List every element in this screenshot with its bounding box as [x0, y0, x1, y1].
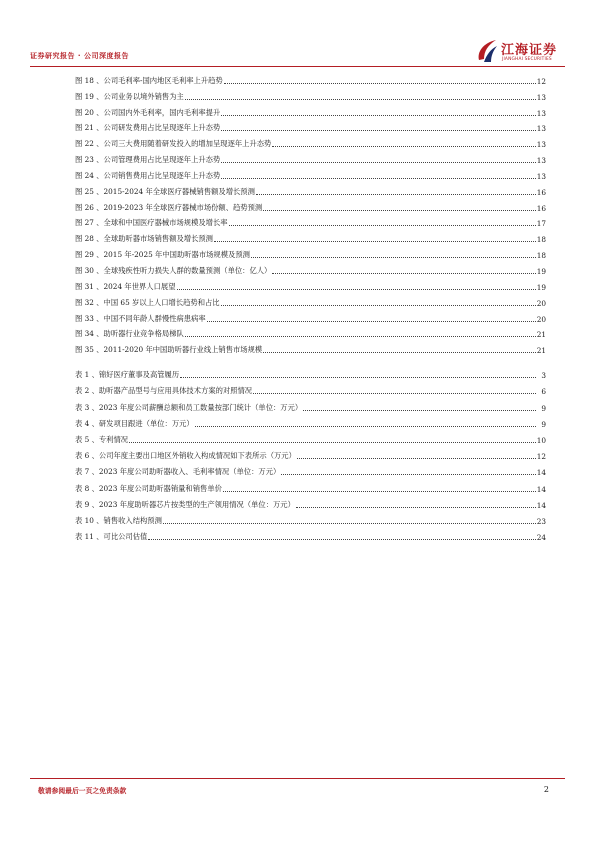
dot-leader: [224, 83, 536, 84]
figure-entry[interactable]: [75, 104, 546, 120]
figure-entry-label: 图 27 、全球和中国医疗器械市场规模及增长率: [75, 218, 228, 228]
figure-entry-label: 图 33 、中国不同年龄人群慢性病患病率: [75, 313, 206, 323]
dot-leader: [129, 442, 536, 443]
dot-leader: [223, 491, 536, 492]
figure-entry[interactable]: [75, 72, 546, 88]
table-entry-page: 3: [541, 371, 546, 381]
dot-leader: [148, 539, 535, 540]
dot-leader: [221, 130, 535, 131]
page-header: [30, 38, 565, 66]
header-divider: [30, 66, 565, 67]
figure-entry-label: 图 18 、公司毛利率-国内地区毛利率上升趋势: [75, 75, 223, 85]
footer-disclaimer: 敬请参阅最后一页之免责条款: [38, 787, 127, 795]
table-entry-page: 14: [536, 484, 546, 494]
figure-entry-label: 图 23 、公司管理费用占比呈现逐年上升态势: [75, 155, 221, 165]
figure-entry-page: 20: [536, 314, 546, 324]
table-entry[interactable]: [75, 431, 546, 447]
dot-leader: [256, 194, 536, 195]
table-entry[interactable]: [75, 528, 546, 544]
logo-swoosh-icon: [475, 38, 499, 64]
figure-entry-label: 图 19 、公司业务以境外销售为主: [75, 91, 184, 101]
figure-entry[interactable]: [75, 135, 546, 151]
figure-entry-page: 13: [536, 92, 546, 102]
table-entry-page: 14: [536, 500, 546, 510]
figure-entry-label: 图 34 、助听器行业竞争格局梯队: [75, 329, 184, 339]
figure-entry-label: 图 25 、2015-2024 年全球医疗器械销售额及增长预测: [75, 186, 255, 196]
dot-leader: [281, 474, 535, 475]
figure-entry-page: 13: [536, 124, 546, 134]
figure-entry-page: 17: [536, 219, 546, 229]
table-entry-label: 表 5 、专利情况: [75, 434, 129, 444]
table-entry-page: 6: [541, 387, 546, 397]
table-entry-label: 表 6 、公司年度主要出口地区外销收入构成情况如下表所示（万元）: [75, 451, 296, 461]
figure-entry-label: 图 22 、公司三大费用随着研发投入的增加呈现逐年上升态势: [75, 139, 272, 149]
logo-chinese-name: 江海证券: [501, 43, 558, 58]
company-logo: [475, 38, 565, 66]
figure-entry[interactable]: [75, 183, 546, 199]
figure-entry[interactable]: [75, 246, 546, 262]
table-entry-page: 14: [536, 468, 546, 478]
dot-leader: [296, 507, 536, 508]
table-entry[interactable]: [75, 463, 546, 479]
dot-leader: [195, 426, 536, 427]
dot-leader: [207, 321, 536, 322]
table-entry-label: 表 3 、2023 年度公司薪酬总额和员工数量按部门统计（单位：万元）: [75, 402, 303, 412]
table-entry-page: 12: [536, 452, 546, 462]
figure-entry[interactable]: [75, 120, 546, 136]
dot-leader: [180, 377, 536, 378]
figure-entry-label: 图 31 、2024 年世界人口展望: [75, 281, 176, 291]
dot-leader: [263, 352, 536, 353]
figure-entry-label: 图 35 、2011-2020 年中国助听器行业线上销售市场规模: [75, 345, 263, 355]
dot-leader: [303, 410, 536, 411]
footer-divider: [30, 778, 565, 779]
table-entry[interactable]: [75, 415, 546, 431]
figure-entry[interactable]: [75, 199, 546, 215]
table-entry-label: 表 10 、销售收入结构预测: [75, 515, 162, 525]
table-entry[interactable]: [75, 447, 546, 463]
dot-leader: [214, 241, 536, 242]
dot-leader: [221, 115, 535, 116]
figure-entry[interactable]: [75, 294, 546, 310]
figure-entry-page: 12: [536, 76, 546, 86]
dot-leader: [251, 257, 536, 258]
figure-entry-label: 图 24 、公司销售费用占比呈现逐年上升态势: [75, 170, 221, 180]
figure-entry[interactable]: [75, 167, 546, 183]
table-entry[interactable]: [75, 382, 546, 398]
table-entry-label: 表 8 、2023 年度公司助听器销量和销售单价: [75, 483, 222, 493]
report-type-label: 证券研究报告 · 公司深度报告: [30, 52, 130, 60]
table-entry-label: 表 11 、可比公司估值: [75, 532, 148, 542]
table-entry-label: 表 7 、2023 年度公司助听器收入、毛利率情况（单位：万元）: [75, 467, 281, 477]
figure-entry[interactable]: [75, 310, 546, 326]
figure-entry-label: 图 32 、中国 65 岁以上人口增长趋势和占比: [75, 297, 220, 307]
dot-leader: [253, 393, 536, 394]
figure-entry-page: 13: [536, 140, 546, 150]
figure-entry-page: 16: [536, 187, 546, 197]
figure-entry[interactable]: [75, 341, 546, 357]
dot-leader: [177, 289, 536, 290]
figure-entry-label: 图 29 、2015 年-2025 年中国助听器市场规模及预测: [75, 250, 250, 260]
dot-leader: [263, 210, 536, 211]
page-number: 2: [543, 785, 549, 794]
table-entry[interactable]: [75, 496, 546, 512]
dot-leader: [185, 99, 536, 100]
logo-english-name: JIANGHAI SECURITIES: [502, 57, 552, 62]
figure-entry-page: 13: [536, 171, 546, 181]
dot-leader: [272, 273, 535, 274]
figure-entry-label: 图 30 、全球残疾性听力损失人群的数量预测（单位：亿人）: [75, 265, 272, 275]
table-entry-label: 表 1 、锦好医疗董事及高管履历: [75, 370, 180, 380]
dot-leader: [297, 458, 536, 459]
figure-entry-label: 图 21 、公司研发费用占比呈现逐年上升态势: [75, 123, 221, 133]
figure-entry-page: 19: [536, 282, 546, 292]
table-entry-page: 10: [536, 435, 546, 445]
table-entry[interactable]: [75, 366, 546, 382]
figure-entry[interactable]: [75, 88, 546, 104]
dot-leader: [272, 146, 535, 147]
table-entry-label: 表 2 、助听器产品型号与应用具体技术方案的对照情况: [75, 386, 253, 396]
table-entry-page: 9: [541, 403, 546, 413]
dot-leader: [163, 523, 536, 524]
dot-leader: [221, 162, 535, 163]
figure-entry-page: 13: [536, 156, 546, 166]
figure-entry[interactable]: [75, 278, 546, 294]
figure-entry-page: 13: [536, 108, 546, 118]
table-entry[interactable]: [75, 398, 546, 414]
figure-entry[interactable]: [75, 326, 546, 342]
table-entry-page: 24: [536, 533, 546, 543]
dot-leader: [221, 178, 535, 179]
table-entry-page: 23: [536, 516, 546, 526]
figure-entry-label: 图 26 、2019-2023 年全球医疗器械市场份额、趋势预测: [75, 202, 263, 212]
table-entry-page: 9: [541, 419, 546, 429]
figure-entry-label: 图 20 、公司国内外毛利率，国内毛利率提升: [75, 107, 221, 117]
figure-entry-page: 20: [536, 298, 546, 308]
figure-entry-page: 16: [536, 203, 546, 213]
figure-entry[interactable]: [75, 230, 546, 246]
figure-entry-page: 18: [536, 235, 546, 245]
dot-leader: [221, 305, 536, 306]
figure-entry-label: 图 28 、全球助听器市场销售额及增长预测: [75, 234, 213, 244]
dot-leader: [229, 225, 536, 226]
figure-entry-page: 21: [536, 346, 546, 356]
figure-entry[interactable]: [75, 151, 546, 167]
table-entry-label: 表 9 、2023 年度助听器芯片按类型的生产领用情况（单位：万元）: [75, 499, 295, 509]
figure-entry[interactable]: [75, 215, 546, 231]
figure-list: [75, 72, 546, 357]
figure-entry[interactable]: [75, 262, 546, 278]
table-entry-label: 表 4 、研发项目跟进（单位：万元）: [75, 418, 194, 428]
table-list: [75, 366, 546, 544]
dot-leader: [185, 336, 536, 337]
table-entry[interactable]: [75, 479, 546, 495]
figure-entry-page: 21: [536, 330, 546, 340]
table-entry[interactable]: [75, 512, 546, 528]
figure-entry-page: 19: [536, 266, 546, 276]
figure-entry-page: 18: [536, 251, 546, 261]
